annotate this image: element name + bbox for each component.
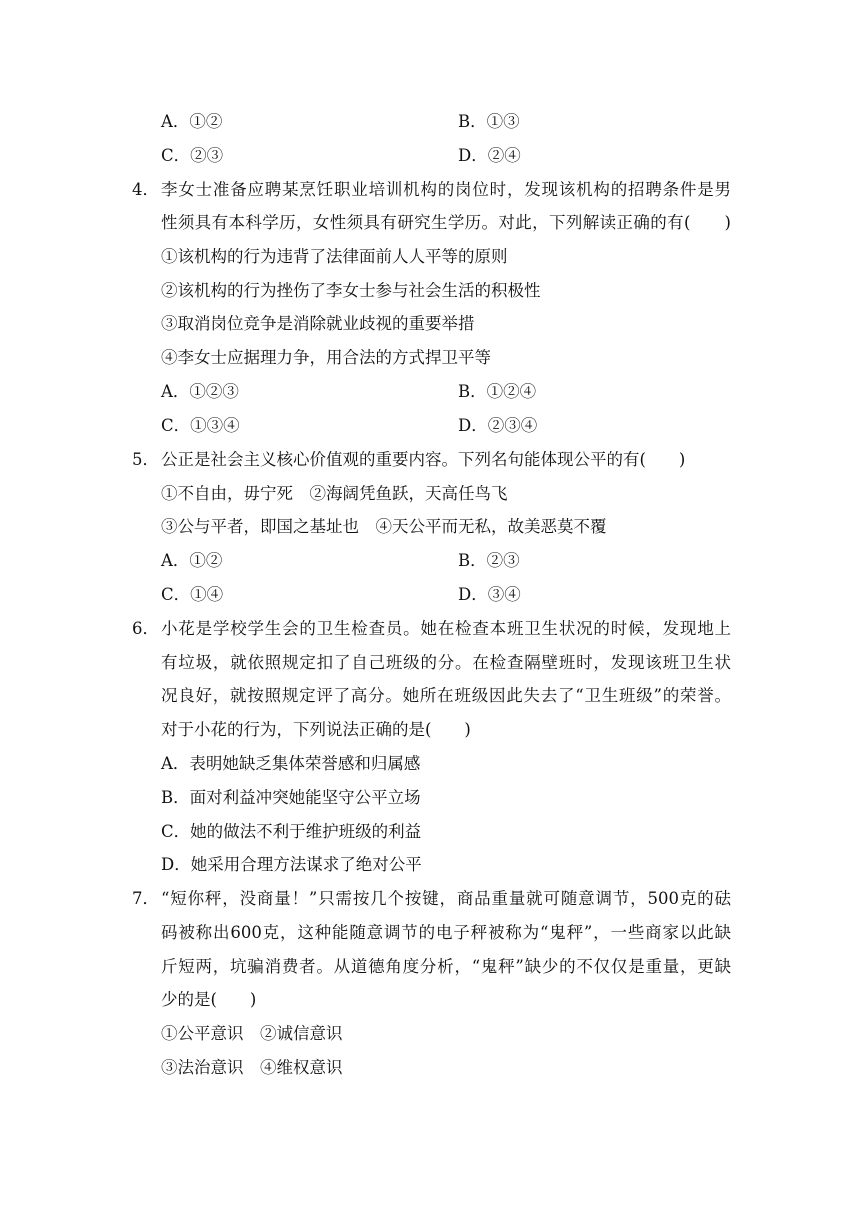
q7-stem-line-1: “短你秤，没商量！”只需按几个按键，商品重量就可随意调节，500克的砝 [161, 889, 731, 908]
q7-items-line-2: ③法治意识 ④维权意识 [161, 1058, 343, 1077]
q7-items-line-1: ①公平意识 ②诚信意识 [161, 1024, 343, 1043]
q4-item-3: ③取消岗位竞争是消除就业歧视的重要举措 [161, 314, 475, 333]
q7-stem-line-2: 码被称出600克，这种能随意调节的电子秤被称为“鬼秤”，一些商家以此缺 [161, 923, 731, 942]
q5-option-a: A．①② [161, 551, 223, 570]
q5-option-d: D．③④ [458, 585, 521, 604]
q4-number: 4． [132, 180, 159, 199]
q4-stem-line-2: 性须具有本科学历，女性须具有研究生学历。对此，下列解读正确的有( ) [161, 213, 731, 232]
q5-stem-line-1: 公正是社会主义核心价值观的重要内容。下列名句能体现公平的有( ) [161, 450, 686, 469]
q6-option-c: C．她的做法不利于维护班级的利益 [161, 822, 422, 841]
q6-number: 6． [132, 619, 159, 638]
q3-option-b: B．①③ [458, 112, 520, 131]
q4-option-b: B．①②④ [458, 382, 537, 401]
q7-number: 7． [132, 889, 159, 908]
q5-items-line-1: ①不自由，毋宁死 ②海阔凭鱼跃，天高任鸟飞 [161, 484, 508, 503]
q3-option-a: A．①② [161, 112, 223, 131]
q6-stem-line-2: 有垃圾，就依照规定扣了自己班级的分。在检查隔壁班时，发现该班卫生状 [161, 653, 731, 672]
q5-option-c: C．①④ [161, 585, 224, 604]
q7-stem-line-4: 少的是( ) [161, 990, 257, 1009]
q4-option-c: C．①③④ [161, 416, 240, 435]
q4-option-d: D．②③④ [458, 416, 538, 435]
q6-option-a: A．表明她缺乏集体荣誉感和归属感 [161, 754, 421, 773]
q6-stem-line-1: 小花是学校学生会的卫生检查员。她在检查本班卫生状况的时候，发现地上 [161, 619, 731, 638]
q3-option-d: D．②④ [458, 146, 521, 165]
q5-number: 5． [132, 450, 159, 469]
q4-option-a: A．①②③ [161, 382, 239, 401]
q5-items-line-2: ③公与平者，即国之基址也 ④天公平而无私，故美恶莫不覆 [161, 517, 607, 536]
q4-stem-line-1: 李女士准备应聘某烹饪职业培训机构的岗位时，发现该机构的招聘条件是男 [161, 180, 731, 199]
q6-stem-line-4: 对于小花的行为，下列说法正确的是( ) [161, 720, 471, 739]
q6-option-b: B．面对利益冲突她能坚守公平立场 [161, 788, 421, 807]
q3-option-c: C．②③ [161, 146, 224, 165]
q4-item-1: ①该机构的行为违背了法律面前人人平等的原则 [161, 247, 508, 266]
q7-stem-line-3: 斤短两，坑骗消费者。从道德角度分析，“鬼秤”缺少的不仅仅是重量，更缺 [161, 957, 731, 976]
q5-option-b: B．②③ [458, 551, 520, 570]
q6-option-d: D．她采用合理方法谋求了绝对公平 [161, 855, 422, 874]
q4-item-2: ②该机构的行为挫伤了李女士参与社会生活的积极性 [161, 281, 541, 300]
q4-item-4: ④李女士应据理力争，用合法的方式捍卫平等 [161, 348, 491, 367]
q6-stem-line-3: 况良好，就按照规定评了高分。她所在班级因此失去了“卫生班级”的荣誉。 [161, 686, 731, 705]
